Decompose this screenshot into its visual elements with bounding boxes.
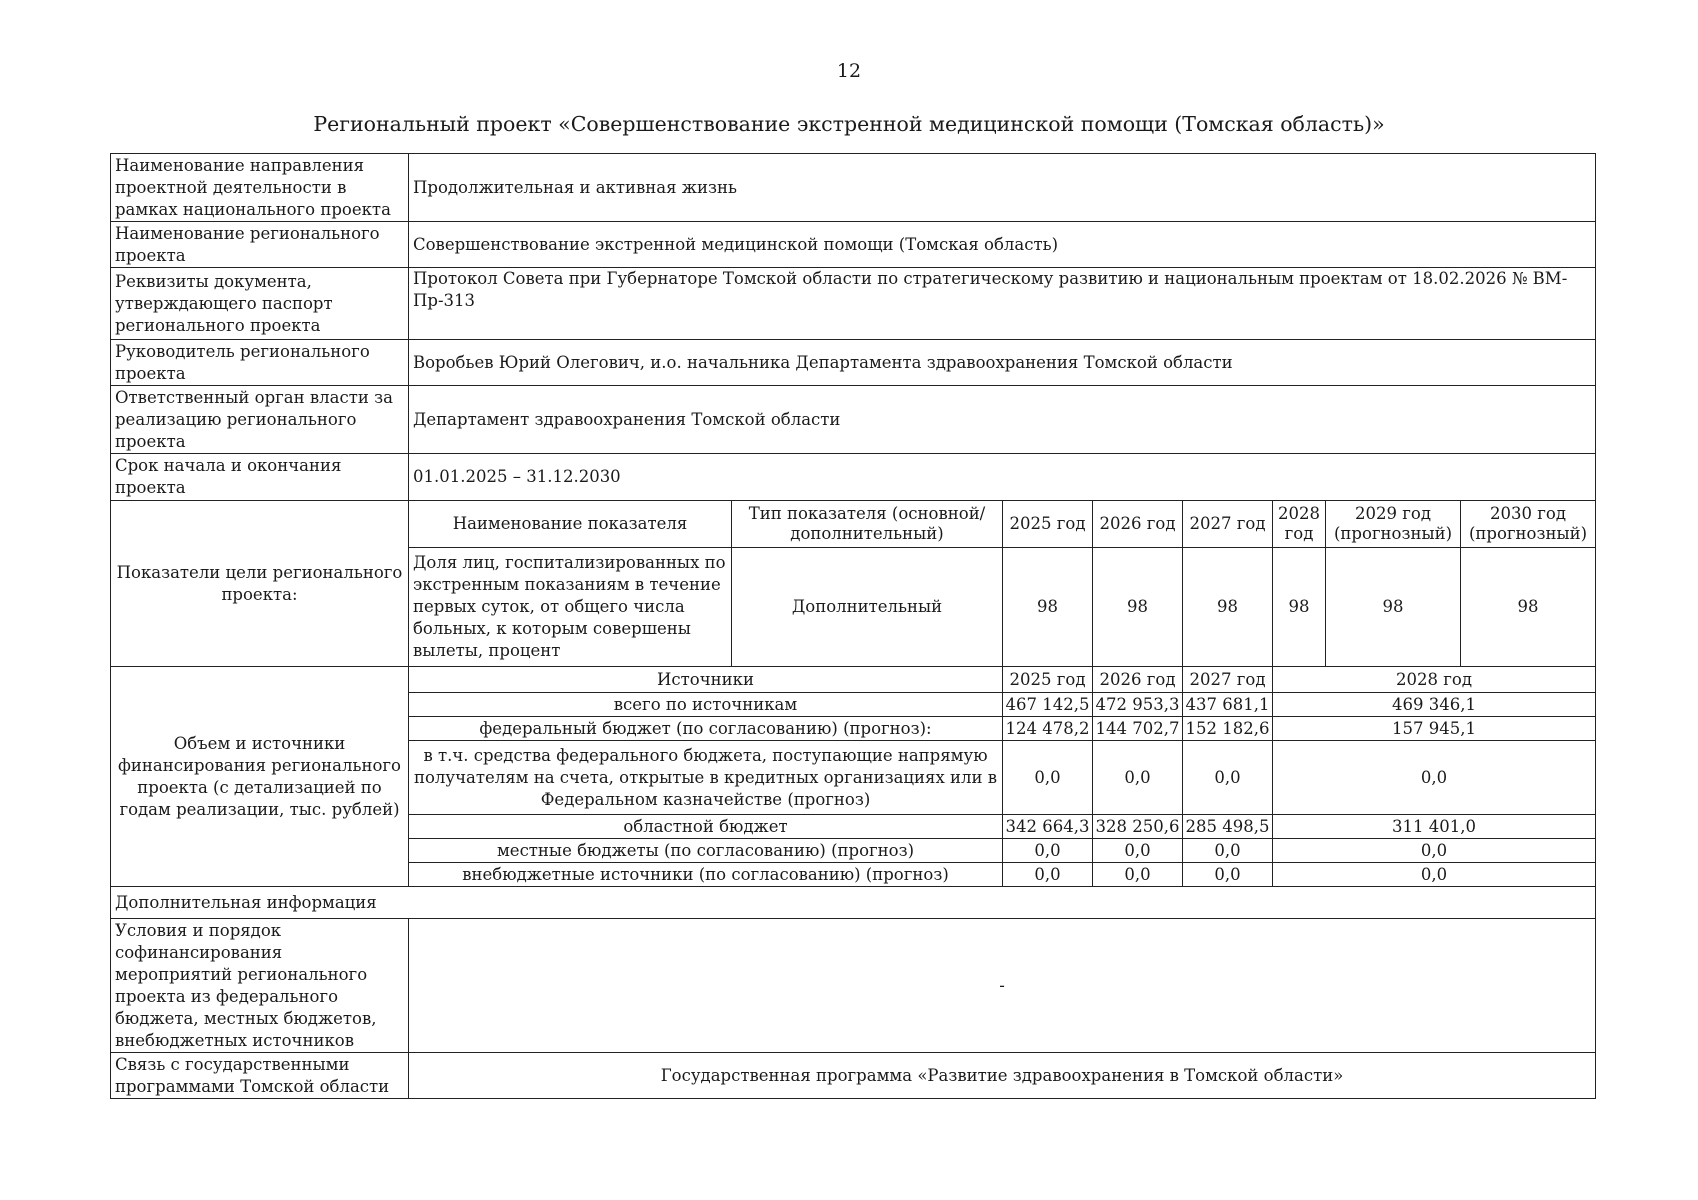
finance-2027-header: 2027 год xyxy=(1183,667,1273,693)
indicator-name: Доля лиц, госпитализированных по экстренным показаниям в течение первых суток, от общего числа больных, к которым совершены вылеты, процент xyxy=(409,548,732,667)
document-label: Реквизиты документа, утверждающего паспорт регионального проекта xyxy=(111,268,409,340)
indicators-header-row xyxy=(111,501,1596,548)
finance-source-name: внебюджетные источники (по согласованию) (прогноз) xyxy=(409,863,1003,887)
finance-source-name: местные бюджеты (по согласованию) (прогноз) xyxy=(409,839,1003,863)
finance-source-name: федеральный бюджет (по согласованию) (прогноз): xyxy=(409,717,1003,741)
authority-label: Ответственный орган власти за реализацию регионального проекта xyxy=(111,386,409,454)
finance-2026-value: 472 953,3 xyxy=(1093,693,1183,717)
indicator-2030-header: 2030 год (прогнозный) xyxy=(1461,501,1596,548)
additional-info-label: Дополнительная информация xyxy=(111,887,1596,919)
page-number: 12 xyxy=(836,60,862,82)
cofinancing-value: - xyxy=(409,919,1596,1053)
term-label: Срок начала и окончания проекта xyxy=(111,454,409,501)
finance-2026-value: 0,0 xyxy=(1093,741,1183,815)
finance-2026-header: 2026 год xyxy=(1093,667,1183,693)
finance-label: Объем и источники финансирования регионального проекта (с детализацией по годам реализации, тыс. рублей) xyxy=(111,667,409,887)
indicator-2030-value: 98 xyxy=(1461,548,1596,667)
head-label: Руководитель регионального проекта xyxy=(111,340,409,386)
finance-2028-value: 0,0 xyxy=(1273,741,1596,815)
term-value: 01.01.2025 – 31.12.2030 xyxy=(409,454,1596,501)
finance-2025-value: 0,0 xyxy=(1003,741,1093,815)
finance-2028-value: 311 401,0 xyxy=(1273,815,1596,839)
finance-source-name: областной бюджет xyxy=(409,815,1003,839)
programs-value: Государственная программа «Развитие здравоохранения в Томской области» xyxy=(409,1053,1596,1099)
indicator-2028-header: 2028 год xyxy=(1273,501,1326,548)
finance-sources-header: Источники xyxy=(409,667,1003,693)
finance-source-name: в т.ч. средства федерального бюджета, поступающие напрямую получателям на счета, открытые в кредитных организациях или в Федеральном казначействе (прогноз) xyxy=(409,741,1003,815)
row-document xyxy=(111,268,1596,340)
direction-value: Продолжительная и активная жизнь xyxy=(409,154,1596,222)
finance-2028-value: 0,0 xyxy=(1273,863,1596,887)
head-value: Воробьев Юрий Олегович, и.о. начальника Департамента здравоохранения Томской области xyxy=(409,340,1596,386)
row-authority xyxy=(111,386,1596,454)
document-title: Региональный проект «Совершенствование экстренной медицинской помощи (Томская область)» xyxy=(313,112,1385,136)
indicator-2026-value: 98 xyxy=(1093,548,1183,667)
document-value: Протокол Совета при Губернаторе Томской области по стратегическому развитию и национальным проектам от 18.02.2026 № ВМ-Пр-313 xyxy=(409,268,1596,340)
finance-source-name: всего по источникам xyxy=(409,693,1003,717)
indicators-label: Показатели цели регионального проекта: xyxy=(111,501,409,667)
row-direction xyxy=(111,154,1596,222)
finance-2025-header: 2025 год xyxy=(1003,667,1093,693)
project-name-value: Совершенствование экстренной медицинской помощи (Томская область) xyxy=(409,222,1596,268)
finance-2027-value: 0,0 xyxy=(1183,741,1273,815)
row-term xyxy=(111,454,1596,501)
indicator-type-header: Тип показателя (основной/дополнительный) xyxy=(732,501,1003,548)
finance-2027-value: 0,0 xyxy=(1183,839,1273,863)
row-head xyxy=(111,340,1596,386)
finance-header-row xyxy=(111,667,1596,693)
indicator-2026-header: 2026 год xyxy=(1093,501,1183,548)
finance-2025-value: 467 142,5 xyxy=(1003,693,1093,717)
finance-2028-value: 469 346,1 xyxy=(1273,693,1596,717)
project-passport-table xyxy=(110,153,1596,1099)
finance-2026-value: 0,0 xyxy=(1093,839,1183,863)
indicator-type: Дополнительный xyxy=(732,548,1003,667)
direction-label: Наименование направления проектной деятельности в рамках национального проекта xyxy=(111,154,409,222)
finance-2026-value: 0,0 xyxy=(1093,863,1183,887)
indicator-2029-header: 2029 год (прогнозный) xyxy=(1326,501,1461,548)
finance-2027-value: 152 182,6 xyxy=(1183,717,1273,741)
authority-value: Департамент здравоохранения Томской области xyxy=(409,386,1596,454)
finance-2025-value: 124 478,2 xyxy=(1003,717,1093,741)
programs-label: Связь с государственными программами Томской области xyxy=(111,1053,409,1099)
finance-2027-value: 437 681,1 xyxy=(1183,693,1273,717)
row-additional xyxy=(111,887,1596,919)
finance-2028-value: 0,0 xyxy=(1273,839,1596,863)
indicator-2029-value: 98 xyxy=(1326,548,1461,667)
finance-2027-value: 285 498,5 xyxy=(1183,815,1273,839)
cofinancing-label: Условия и порядок софинансирования мероприятий регионального проекта из федерального бюджета, местных бюджетов, внебюджетных источников xyxy=(111,919,409,1053)
finance-2028-value: 157 945,1 xyxy=(1273,717,1596,741)
indicator-2027-header: 2027 год xyxy=(1183,501,1273,548)
indicator-2025-header: 2025 год xyxy=(1003,501,1093,548)
row-cofinancing xyxy=(111,919,1596,1053)
finance-2026-value: 144 702,7 xyxy=(1093,717,1183,741)
finance-2025-value: 342 664,3 xyxy=(1003,815,1093,839)
indicator-2028-value: 98 xyxy=(1273,548,1326,667)
finance-2025-value: 0,0 xyxy=(1003,863,1093,887)
indicator-name-header: Наименование показателя xyxy=(409,501,732,548)
finance-2027-value: 0,0 xyxy=(1183,863,1273,887)
project-name-label: Наименование регионального проекта xyxy=(111,222,409,268)
row-programs xyxy=(111,1053,1596,1099)
finance-2026-value: 328 250,6 xyxy=(1093,815,1183,839)
finance-2028-header: 2028 год xyxy=(1273,667,1596,693)
finance-2025-value: 0,0 xyxy=(1003,839,1093,863)
indicator-2027-value: 98 xyxy=(1183,548,1273,667)
row-project-name xyxy=(111,222,1596,268)
indicator-2025-value: 98 xyxy=(1003,548,1093,667)
